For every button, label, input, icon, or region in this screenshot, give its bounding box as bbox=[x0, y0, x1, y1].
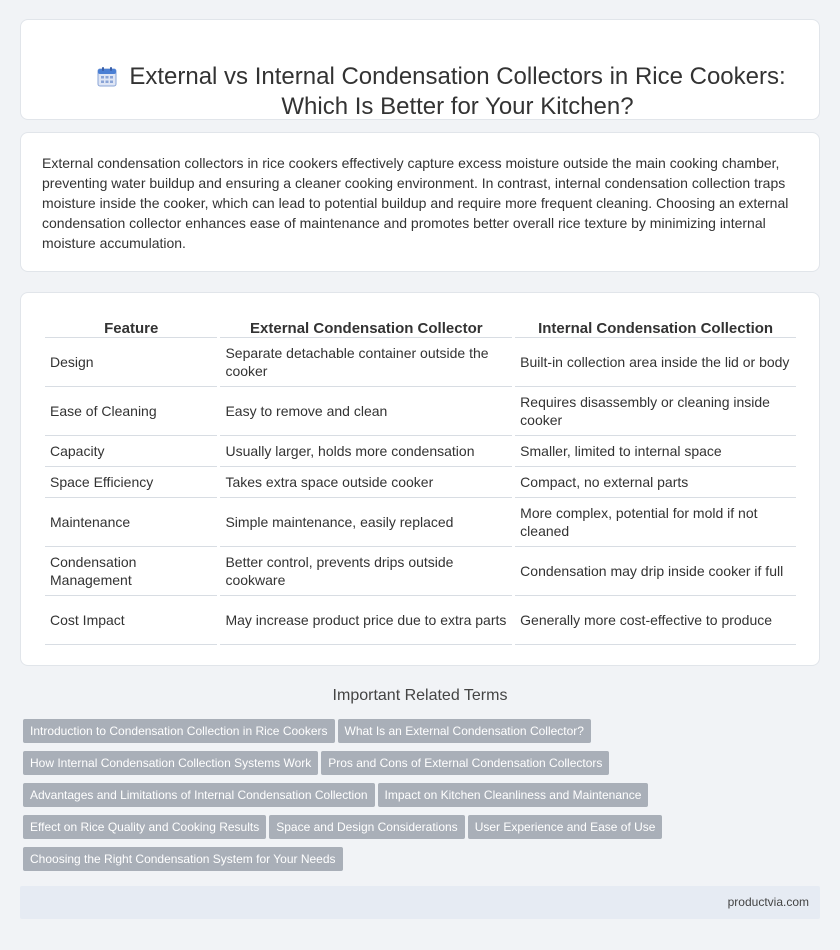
table-row bbox=[45, 467, 796, 498]
row-feature: Capacity bbox=[45, 436, 217, 467]
intro-card bbox=[20, 132, 820, 272]
table-row bbox=[45, 436, 796, 467]
header-internal: Internal Condensation Collection bbox=[515, 315, 796, 338]
table-row bbox=[45, 387, 796, 436]
related-term-chip[interactable]: User Experience and Ease of Use bbox=[468, 815, 663, 839]
row-feature: Cost Impact bbox=[45, 596, 217, 645]
related-term-chip[interactable]: Pros and Cons of External Condensation Collectors bbox=[321, 751, 609, 775]
row-internal: Generally more cost-effective to produce bbox=[515, 596, 796, 645]
row-internal: Condensation may drip inside cooker if full bbox=[515, 547, 796, 596]
title-card bbox=[20, 19, 820, 120]
row-external: Better control, prevents drips outside cookware bbox=[220, 547, 512, 596]
comparison-card bbox=[20, 292, 820, 666]
row-feature: Condensation Management bbox=[45, 547, 217, 596]
row-feature: Ease of Cleaning bbox=[45, 387, 217, 436]
intro-paragraph: External condensation collectors in rice cookers effectively capture excess moisture outside the main cooking chamber, preventing water buildup and ensuring a cleaner cooking environment. In contrast, internal condensation collection traps moisture inside the cooker, which can lead to potential buildup and require more frequent cleaning. Choosing an external condensation collector enhances ease of maintenance and promotes better overall rice texture by minimizing internal moisture accumulation. bbox=[42, 155, 789, 251]
row-feature: Maintenance bbox=[45, 498, 217, 547]
row-external: Simple maintenance, easily replaced bbox=[220, 498, 512, 547]
table-row bbox=[45, 596, 796, 645]
related-term-chip[interactable]: Effect on Rice Quality and Cooking Results bbox=[23, 815, 266, 839]
row-external: May increase product price due to extra parts bbox=[220, 596, 512, 645]
row-external: Usually larger, holds more condensation bbox=[220, 436, 512, 467]
header-external: External Condensation Collector bbox=[220, 315, 512, 338]
table-row bbox=[45, 498, 796, 547]
related-term-chip[interactable]: Impact on Kitchen Cleanliness and Maintenance bbox=[378, 783, 649, 807]
row-internal: More complex, potential for mold if not cleaned bbox=[515, 498, 796, 547]
header-feature: Feature bbox=[45, 315, 217, 338]
related-term-chip[interactable]: Advantages and Limitations of Internal Condensation Collection bbox=[23, 783, 375, 807]
footer-site-link[interactable]: productvia.com bbox=[727, 895, 809, 909]
footer bbox=[20, 886, 820, 919]
table-row bbox=[45, 338, 796, 387]
related-terms-list bbox=[23, 719, 723, 879]
comparison-table bbox=[42, 315, 799, 645]
row-internal: Compact, no external parts bbox=[515, 467, 796, 498]
related-terms-heading: Important Related Terms bbox=[332, 687, 508, 704]
row-external: Separate detachable container outside the cooker bbox=[220, 338, 512, 387]
related-term-chip[interactable]: What Is an External Condensation Collector? bbox=[338, 719, 591, 743]
row-external: Takes extra space outside cooker bbox=[220, 467, 512, 498]
row-external: Easy to remove and clean bbox=[220, 387, 512, 436]
related-term-chip[interactable]: Space and Design Considerations bbox=[269, 815, 464, 839]
row-feature: Space Efficiency bbox=[45, 467, 217, 498]
row-internal: Requires disassembly or cleaning inside cooker bbox=[515, 387, 796, 436]
table-row bbox=[45, 547, 796, 596]
row-internal: Smaller, limited to internal space bbox=[515, 436, 796, 467]
calendar-icon bbox=[96, 66, 118, 88]
related-term-chip[interactable]: Introduction to Condensation Collection in Rice Cookers bbox=[23, 719, 335, 743]
related-term-chip[interactable]: How Internal Condensation Collection Systems Work bbox=[23, 751, 318, 775]
row-internal: Built-in collection area inside the lid or body bbox=[515, 338, 796, 387]
page-title: External vs Internal Condensation Collectors in Rice Cookers: Which Is Better for Your Kitchen? bbox=[129, 63, 786, 120]
row-feature: Design bbox=[45, 338, 217, 387]
related-term-chip[interactable]: Choosing the Right Condensation System for Your Needs bbox=[23, 847, 343, 871]
